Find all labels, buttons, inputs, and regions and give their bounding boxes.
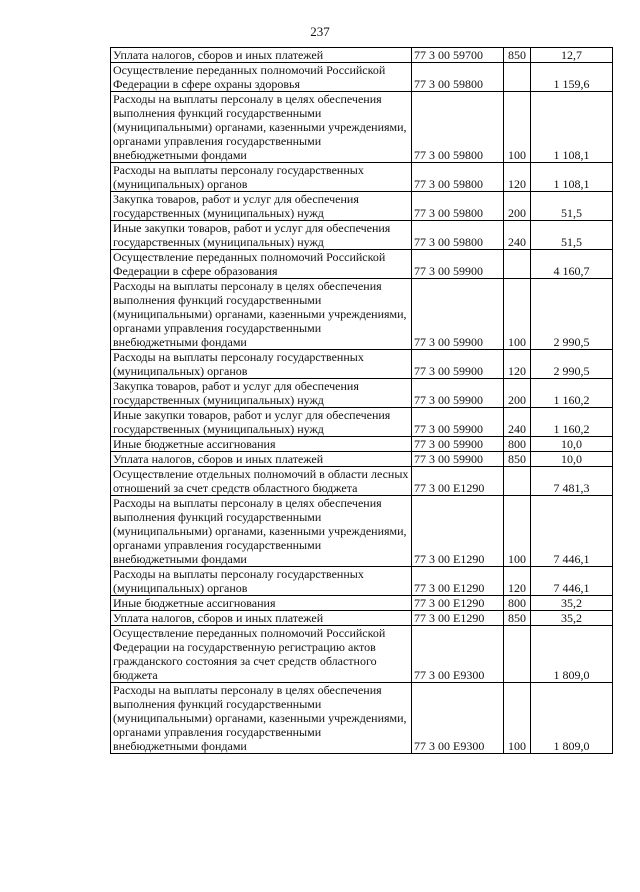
table-row [111,192,613,221]
row-expense-type [504,467,531,496]
row-target-code: 77 3 00 59900 [412,408,504,437]
row-target-code: 77 3 00 E1290 [412,496,504,567]
row-amount: 1 809,0 [531,626,613,683]
row-amount: 10,0 [531,452,613,467]
row-amount: 1 160,2 [531,379,613,408]
row-description: Уплата налогов, сборов и иных платежей [111,452,412,467]
table-row [111,626,613,683]
row-description: Расходы на выплаты персоналу в целях обеспечения выполнения функций государственными (муниципальными) органами, казенными учреждениями, органами управления государственными внебюджетными фондами [111,683,412,754]
table-row [111,379,613,408]
row-expense-type: 200 [504,379,531,408]
row-description: Расходы на выплаты персоналу в целях обеспечения выполнения функций государственными (муниципальными) органами, казенными учреждениями, органами управления государственными внебюджетными фондами [111,92,412,163]
row-description: Расходы на выплаты персоналу государственных (муниципальных) органов [111,567,412,596]
row-expense-type [504,250,531,279]
table-row [111,596,613,611]
row-target-code: 77 3 00 59900 [412,452,504,467]
table-row [111,683,613,754]
table-row [111,250,613,279]
row-amount: 2 990,5 [531,350,613,379]
table-row [111,48,613,63]
table-row [111,437,613,452]
row-description: Расходы на выплаты персоналу государственных (муниципальных) органов [111,350,412,379]
row-target-code: 77 3 00 E1290 [412,611,504,626]
table-row [111,63,613,92]
table-row [111,221,613,250]
row-amount: 51,5 [531,221,613,250]
row-expense-type: 240 [504,408,531,437]
row-amount: 7 446,1 [531,567,613,596]
row-amount: 7 446,1 [531,496,613,567]
row-description: Уплата налогов, сборов и иных платежей [111,48,412,63]
row-target-code: 77 3 00 59900 [412,379,504,408]
row-description: Осуществление переданных полномочий Российской Федерации в сфере охраны здоровья [111,63,412,92]
row-amount: 1 809,0 [531,683,613,754]
table-row [111,452,613,467]
row-target-code: 77 3 00 E9300 [412,626,504,683]
table-row [111,496,613,567]
row-description: Осуществление переданных полномочий Российской Федерации на государственную регистрацию актов гражданского состояния за счет средств областного бюджета [111,626,412,683]
row-target-code: 77 3 00 59700 [412,48,504,63]
row-expense-type [504,63,531,92]
row-target-code: 77 3 00 59800 [412,163,504,192]
row-description: Закупка товаров, работ и услуг для обеспечения государственных (муниципальных) нужд [111,379,412,408]
row-expense-type: 240 [504,221,531,250]
page-number: 237 [310,24,330,39]
row-amount: 7 481,3 [531,467,613,496]
table-row [111,92,613,163]
row-target-code: 77 3 00 59800 [412,92,504,163]
row-expense-type: 100 [504,496,531,567]
row-amount: 12,7 [531,48,613,63]
row-amount: 10,0 [531,437,613,452]
row-expense-type: 850 [504,452,531,467]
row-description: Осуществление переданных полномочий Российской Федерации в сфере образования [111,250,412,279]
row-target-code: 77 3 00 59900 [412,279,504,350]
row-expense-type: 850 [504,611,531,626]
table-row [111,611,613,626]
row-description: Иные бюджетные ассигнования [111,437,412,452]
row-description: Осуществление отдельных полномочий в области лесных отношений за счет средств областного бюджета [111,467,412,496]
row-amount: 35,2 [531,611,613,626]
row-expense-type: 200 [504,192,531,221]
row-amount: 1 108,1 [531,163,613,192]
row-description: Закупка товаров, работ и услуг для обеспечения государственных (муниципальных) нужд [111,192,412,221]
row-expense-type: 100 [504,279,531,350]
row-expense-type: 120 [504,567,531,596]
row-expense-type: 120 [504,163,531,192]
row-description: Иные закупки товаров, работ и услуг для обеспечения государственных (муниципальных) нужд [111,221,412,250]
table-row [111,467,613,496]
row-amount: 1 160,2 [531,408,613,437]
row-expense-type: 100 [504,92,531,163]
row-target-code: 77 3 00 59800 [412,192,504,221]
row-target-code: 77 3 00 E1290 [412,467,504,496]
row-amount: 4 160,7 [531,250,613,279]
row-target-code: 77 3 00 59900 [412,350,504,379]
row-expense-type: 800 [504,596,531,611]
row-amount: 2 990,5 [531,279,613,350]
table-row [111,408,613,437]
row-description: Расходы на выплаты персоналу в целях обеспечения выполнения функций государственными (муниципальными) органами, казенными учреждениями, органами управления государственными внебюджетными фондами [111,279,412,350]
row-expense-type: 120 [504,350,531,379]
row-target-code: 77 3 00 59800 [412,63,504,92]
row-description: Иные бюджетные ассигнования [111,596,412,611]
row-target-code: 77 3 00 59800 [412,221,504,250]
table-row [111,567,613,596]
row-amount: 51,5 [531,192,613,221]
row-expense-type [504,626,531,683]
row-target-code: 77 3 00 59900 [412,437,504,452]
row-description: Расходы на выплаты персоналу государственных (муниципальных) органов [111,163,412,192]
row-target-code: 77 3 00 E9300 [412,683,504,754]
row-amount: 1 159,6 [531,63,613,92]
row-expense-type: 100 [504,683,531,754]
budget-table [110,47,613,754]
table-row [111,279,613,350]
row-target-code: 77 3 00 E1290 [412,567,504,596]
row-description: Уплата налогов, сборов и иных платежей [111,611,412,626]
row-expense-type: 800 [504,437,531,452]
row-expense-type: 850 [504,48,531,63]
row-description: Иные закупки товаров, работ и услуг для обеспечения государственных (муниципальных) нужд [111,408,412,437]
budget-table-body [111,48,613,754]
row-amount: 35,2 [531,596,613,611]
row-target-code: 77 3 00 59900 [412,250,504,279]
table-row [111,163,613,192]
row-target-code: 77 3 00 E1290 [412,596,504,611]
table-row [111,350,613,379]
row-description: Расходы на выплаты персоналу в целях обеспечения выполнения функций государственными (муниципальными) органами, казенными учреждениями, органами управления государственными внебюджетными фондами [111,496,412,567]
row-amount: 1 108,1 [531,92,613,163]
